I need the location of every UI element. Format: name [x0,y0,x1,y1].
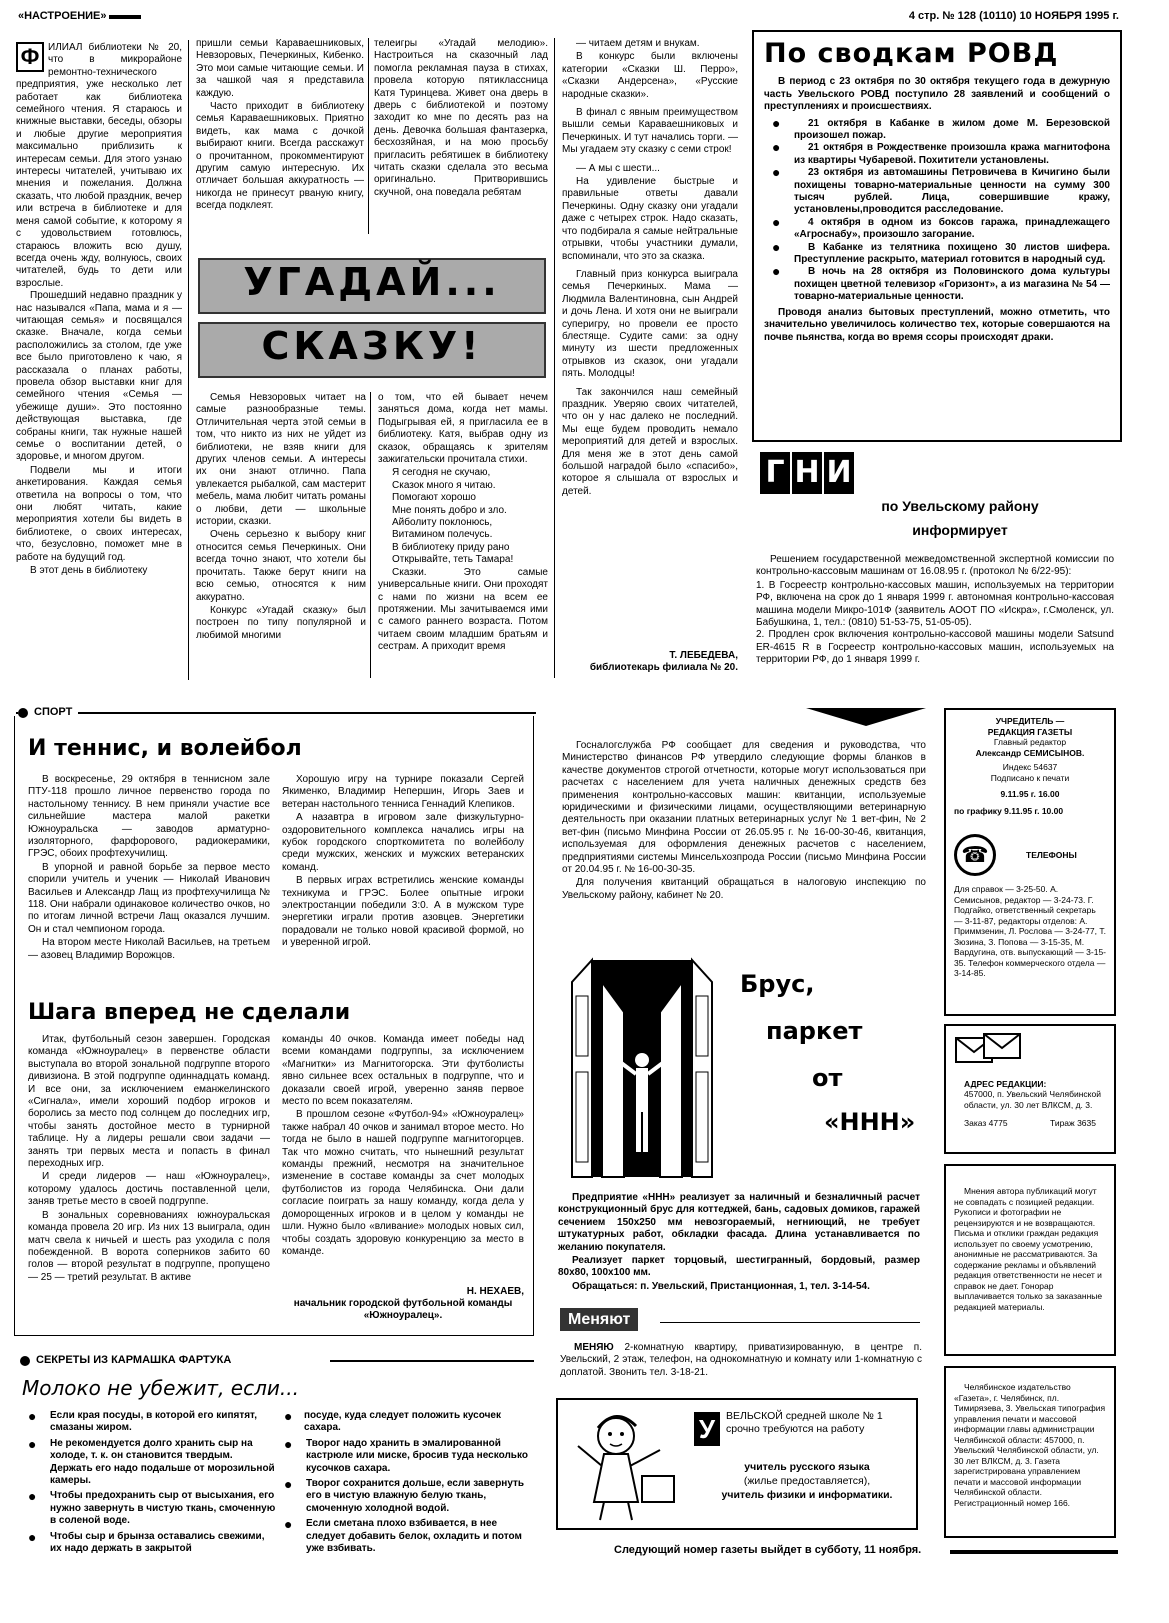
sport-col1 [28,774,270,963]
circulation: Тираж 3635 [1050,1118,1096,1128]
paragraph: В упорной и равной борьбе за первое место спорили учитель и ученик — Николай Иванович Васильев и Александр Лащ из профтехучилища № 118. Они набрали одинаковое количество очков, но по итогам личной встречи Лащ оказался лучшим. Он и стал чемпионом города. [28,861,270,935]
poem-line: Айболиту поклонюсь, [392,517,493,529]
gni-sub-line: информирует [912,522,1008,538]
phones-header [954,834,1106,876]
school-ad [556,1398,918,1530]
author-name: Н. НЕХАЕВ, [466,1286,524,1297]
paragraph: команды 40 очков. Команда имеет победы над всеми командами подгруппы, за исключением «Магнитки» из Магнитогорска. Эти футболисты явно сильнее всех остальных в подгруппе, что и доказали своей игрой, уверенно заняв первое место по всем показателям. [282,1034,524,1108]
paragraph: В финал с явным преимуществом вышли семьи Караваешниковых и Печеркиных. И тут начались торги. — Мы угадаем эту сказку с семи строк! [562,107,738,156]
paragraph: Сказки. Это самые универсальные книги. Они проходят с нами по жизни на всем ее протяжении. Мы зачитываемся ими с самого раннего возраста. Потом читаем своим младшим братьям и сестрам. А приходит время [378,566,548,653]
poem [378,467,548,566]
list-item: ● 21 октября в Кабанке в жилом доме М. Березовской произошел пожар. [764,118,1110,143]
paragraph: Семья Невзоровых читает на самые разнообразные темы. Отличительная черта этой семьи в том, что никто из них не уйдет из библиотеки, не взяв книги для других членов семьи. А интересы их они знают отлично. Папа увлекается рыбалкой, сам мастерит мебель, мама любит читать романы о любви, дети — школьные истории, сказки. [196,392,366,528]
gni-logo [760,452,856,494]
list-item: ● Чтобы сыр и брынза оставались свежими, их надо держать в закрытой [24,1531,276,1556]
paragraph: А назавтра в игровом зале физкультурно-оздоровительного комплекса начались игры на кубок городского спорткомитета по волейболу среди мужских, женских и мужских ветеранских команд. [282,812,524,873]
address-box [944,1024,1116,1154]
list-item: ● 21 октября в Рождественке произошла кража магнитофона из квартиры Чубаревой. Похитители установлены. [764,142,1110,167]
gni-subtitle [860,494,1060,542]
tax-notice [562,740,926,903]
paragraph: Очень серьезно к выбору книг относится семья Печеркиных. Они всегда точно знают, что хотели бы прочитать. Также берут книги на всю семью, относятся к ним аккуратно. [196,529,366,603]
disclaimer-box [944,1164,1116,1356]
list-item: ● В Кабанке из телятника похищено 30 листов шифера. Преступление раскрыто, материал готовится в народный суд. [764,242,1110,267]
school-line: (жилье предоставляется), [743,1475,871,1487]
list-item: ● 23 октября из автомашины Петровичева в Кичигино были похищены товарно-материальные ценности на сумму 300 тысяч рублей. Лица, совершившие кражу, установлены,проводится расследование. [764,167,1110,217]
brus-headline [730,970,920,1137]
fairy-col3-bottom [378,392,548,678]
paragraph: В конкурс были включены категории «Сказки Ш. Перро», «Сказки Андерсена», «Русские народные сказки». [562,51,738,100]
fairy-col2-top [196,38,364,234]
sport-headline-2: Шага вперед не сделали [28,1000,351,1025]
list-item: ● В ночь на 28 октября из Половинского дома культуры похищен цветной телевизор «Горизонт», а из магазина № 54 — товарно-материальные ценности. [764,266,1110,303]
paragraph: Реализует паркет торцовый, шестигранный, бордовый, размер 80x80, 100x100 мм. [558,1255,920,1279]
section-title: «НАСТРОЕНИЕ» [18,10,107,22]
rovd-box [752,30,1122,442]
school-dropcap: У [694,1412,720,1446]
imprint-line: УЧРЕДИТЕЛЬ — [995,716,1065,726]
paragraph: Конкурс «Угадай сказку» был построен по типу популярной и любимой многими [196,604,366,641]
section-header [18,10,141,23]
rovd-intro: В период с 23 октября по 30 октября текущего года в дежурную часть Увельского РОВД поступило 28 заявлений и сообщений о преступлениях и происшествиях. [764,76,1110,113]
author-name: Т. ЛЕБЕДЕВА, [669,650,738,661]
paragraph: В прошлом сезоне «Футбол-94» «Южноуралец» также набрал 40 очков и занимал второе место. Но тогда не было в нашей подгруппе магнитогорцев. Так что можно считать, что нынешний результат команды прежний, несмотря на значительное изменение в составе команды за счет молодых футболистов из города Челябинска. Они дали согласие поиграть за нашу команду, когда дела у доморощенных игроков и в целом у команды не шли. Нужно было «вливание» молодых новых сил, чтобы создать здоровую конкуренцию за место в команде. [282,1109,524,1257]
fairy-col1-p4: В этот день в библиотеку [30,565,148,577]
disclaimer-text: Мнения автора публикаций могут не совпадать с позицией редакции. Рукописи и фотографии не рецензируются и не возвращаются. Письма и отклики граждан редакция использует по своему усмотрению, анонимные не рассматриваются. За содержание рекламы и объявлений редакция ответственности не несет и справок не дает. Гонорар выплачивается только за заказанные редакцией материалы. [954,1186,1103,1312]
teacher-illustration [564,1406,684,1524]
secrets-label [20,1354,231,1367]
poem-line: В библиотеку приду рано [392,541,510,553]
rovd-outro: Проводя анализ бытовых преступлений, можно отметить, что значительно увеличилось количество тех, которые совершаются на почве пьянства, когда во время ссоры происходят драки. [764,306,1110,343]
rovd-list [764,118,1110,304]
brus-word: паркет [766,1016,863,1045]
imprint-line: 9.11.95 г. 16.00 [1000,789,1060,799]
dropcap: Ф [16,42,44,72]
paragraph: Часто приходит в библиотеку семья Караваешниковых. Приятно видеть, как мама с дочкой выбирают книги. Всегда расскажут о прочитанном, прокомментируют другим самую интересную. Их отличает большая аккуратность — никогда не принесут рваную книгу, всегда подклеят. [196,101,364,212]
brus-word: от [812,1063,843,1092]
fairy-col1-p2: Прошедший недавно праздник у нас назывался «Папа, мама и я — читающая семья» и посвящался сказке. Вначале, когда семьи расположились за столом, где уже все было приготовлено к чаю, я рассказала о планах работы, провела обзор выставки книг для семейного чтения «Семья — убежище души». Это постоянно действующая выставка, где собраны книги, так нужные нашей семье о воспитании детей, о здоровье, и многом другом. [16,290,182,463]
list-item: ● Если края посуды, в которой его кипятят, смазаны жиром. [24,1410,276,1435]
envelope-icon [954,1032,1024,1068]
paragraph: пришли семьи Караваешниковых, Невзоровых, Печеркиных, Кибенко. Это мои самые читающие семьи. И за чашкой чая я представила каждую. [196,38,364,99]
gni-text [756,554,1114,667]
fairy-col2-bottom [196,392,366,678]
poem-line: Сказок много я читаю. [392,479,496,491]
school-vacancies [702,1460,912,1502]
brus-word: Брус, [740,970,815,998]
footer-note: Следующий номер газеты выйдет в субботу, 11 ноября. [614,1544,922,1556]
sport-col2 [282,774,524,951]
paragraph: Предприятие «ННН» реализует за наличный и безналичный расчет конструкционный брус для коттеджей, бань, садовых домиков, гаражей сечением 150x250 мм невозгораемый, негниющий, не требует штукатурных работ, обкладки фасада. Длина устанавливается по желанию покупателя. [558,1192,920,1253]
paragraph: Так закончился наш семейный праздник. Уверяю своих читателей, что он у нас далеко не последний. Мы еще будем проводить немало мероприятий для детей и взрослых. Для меня же в этот день самой большой наградой было «спасибо», которое я слышала от взрослых и детей. [562,386,738,497]
secrets-col1 [24,1410,276,1558]
paragraph: — читаем детям и внукам. [576,38,700,49]
printer-box [944,1366,1116,1538]
paragraph: 2. Продлен срок включения контрольно-кассовой машины модели Satsund ER-4615 R в Госреестр контрольно-кассовых машин, используемых на территории РФ, до 1 января 1999 г. [756,629,1114,666]
list-item: ● Если сметана плохо взбивается, в нее следует добавить белок, охладить и потом уже взбивать. [280,1518,536,1555]
gni-letter: Н [792,452,822,494]
poem-line: Мне понять добро и зло. [392,504,507,516]
imprint-line: Александр СЕМИСЫНОВ. [975,747,1085,758]
imprint-line: РЕДАКЦИЯ ГАЗЕТЫ [987,726,1073,737]
list-item: ● Творог сохранится дольше, если завернуть его в чистую влажную белую ткань, смоченную холодной водой. [280,1478,536,1515]
paragraph: 1. В Госреестр контрольно-кассовых машин, используемых на территории РФ, включена на срок до 1 января 1999 г. автономная контрольно-кассовая машина модели Микро-101Ф (заявитель АООТ ПО «Искра», г.Смоленск, ул. Бабушкина, 1, тел.: (0810) 51-53-75, 51-05-05). [756,579,1114,629]
door-illustration [562,952,722,1182]
menyaut-ad [560,1342,922,1379]
school-line: учитель физики и информатики. [721,1489,893,1501]
fairy-col1 [16,42,182,678]
headline-1: УГАДАЙ... [198,258,546,314]
fairy-col1-p1: ИЛИАЛ библиотеки № 20, что в микрорайоне ремонтно-технического предприятия, уже несколько лет работает как библиотека семейного чтения. Я стараюсь и книжные выставки, беседы, обзоры и любые другие мероприятия максимально приблизить к интересам семьи. Для этого узнаю интересы читателей, учитываю их мнения и пожелания. Должна сказать, что любой праздник, вечер или встреча в библиотеке и для меня самой событие, к которому я с удовольствием готовлюсь, стараюсь вложить всю душу, всегда очень жду, волнуюсь, своих читателей, будь то дети или взрослые. [16,42,182,289]
paragraph: Для получения квитанций обращаться в налоговую инспекцию по Увельскому району, кабинет № 20. [562,877,926,901]
imprint-box [944,708,1116,1016]
bullet-icon [20,1356,30,1366]
football-col2 [282,1034,524,1282]
phones-list: Для справок — 3-25-50. А. Семисынов, редактор — 3-24-73. Г. Подгайко, ответственный секретарь — 3-11-87, редакторы отделов: А. Приммзенин, Л. Рослова — 3-24-77, Т. Зюзина, З. Попова — 3-15-35, М. Вардугина, отв. выпускающий — 3-15-35. Телефон коммерческого отдела — 3-14-85. [954,884,1106,978]
paragraph: Хорошую игру на турнире показали Сергей Якименко, Владимир Непершин, Игорь Заев и ветеран настольного тенниса Геннадий Клепиков. [282,774,524,810]
issue-info: 4 стр. № 128 (10110) 10 НОЯБРЯ 1995 г. [908,10,1119,22]
paragraph: На втором месте Николай Васильев, на третьем — азовец Владимир Ворожцов. [28,937,270,961]
phones-label: ТЕЛЕФОНЫ [1026,849,1077,860]
imprint-line: по графику 9.11.95 г. 10.00 [954,805,1064,816]
imprint-line: Индекс 54637 [1002,762,1058,772]
imprint-line: Подписано к печати [990,772,1070,783]
menyaut-label: Меняют [560,1308,638,1331]
gni-letter: Г [760,452,790,494]
imprint-founder [954,716,1106,800]
school-line: учитель русского языка [744,1461,870,1473]
print-run [954,1118,1106,1129]
author-signature [562,650,738,674]
sport-headline-1: И теннис, и волейбол [28,736,302,761]
arrow-down-icon [806,708,926,726]
list-item: ● Творог надо хранить в эмалированной кастрюле или миске, бросив туда несколько кусочков сахара. [280,1438,536,1475]
author-title: начальник городской футбольной команды «Южноуралец». [293,1298,513,1321]
paragraph: о том, что ей бывает нечем заняться дома, когда нет мамы. Подыгрывая ей, я пригласила ее в библиотеку. Катя, выбрав одну из сказок, обращаясь к зрителям зажигательски прочитала стихи. [378,392,548,466]
order-number: Заказ 4775 [964,1118,1008,1128]
menyaut-text: 2-комнатную квартиру, приватизированную, в центре п. Увельский, 2 этаж, телефон, на однокомнатную и комнату или 1-комнатную с доплатой. Звонить тел. 3-18-21. [560,1342,922,1378]
paragraph: Главный приз конкурса выиграла семья Печеркиных. Мама — Людмила Валентиновна, сын Андрей и дочь Лена. И хотя они не выиграли суперигру, но провели ее просто блестяще. Судите сами: за одну минуту из шести предложенных отрывков из сказок, они угадали пять. Молодцы! [562,268,738,380]
poem-line: Я сегодня не скучаю, [392,467,491,479]
brus-text [558,1192,920,1294]
secrets-col2 [280,1410,536,1558]
paragraph: И среди лидеров — наш «Южноуралец», которому удалось достичь поставленной цели, заняв третье место в своей подгруппе. [28,1171,270,1208]
paragraph: телеигры «Угадай мелодию». Настроиться на сказочный лад помогла рекламная пауза в стихах, провела которую пятиклассница Катя Туринцева. Живет она дверь в дверь с библиотекой и поэтому заходит ко мне по десять раз на день. Девочка большая фантазерка, бесхозяйная, и на мою просьбу пригласить ребятишек в библиотеку читать сказки сделала это весьма оригинально. Притворившись скучной, она поведала ребятам [374,38,548,198]
gni-letter: И [824,452,854,494]
list-item: ● 4 октября в одном из боксов гаража, принадлежащего «Агроснабу», произошло загорание. [764,217,1110,242]
sport-label-text: СПОРТ [34,706,73,718]
imprint-line: Главный редактор [993,737,1067,747]
poem-line: Помогают хорошо [392,492,476,504]
author-title: библиотекарь филиала № 20. [589,662,738,673]
school-line: ВЕЛЬСКОЙ средней школе № 1 срочно требуются на работу [726,1410,883,1435]
list-item: ● Не рекомендуется долго хранить сыр на холоде, т. к. он становится твердым. Держать его надо подальше от морозильной камеры. [24,1438,276,1488]
paragraph: Итак, футбольный сезон завершен. Городская команда «Южноуралец» в первенстве области выступала во второй зональной подгруппе второго дивизиона. В этой подгруппе одиннадцать команд. И все они, за исключением еманжелинского «Сигнала», имели хороший подбор игроков и боролись за место под солнцем до последних игр, чтобы занять достойное место в турнирной таблице. Ну а лидеры решали свои задачи — занять три первых места и попасть в финал переходных игр. [28,1034,270,1170]
poem-line: Витамином полечусь. [392,529,493,541]
brus-word: «ННН» [824,1108,916,1137]
paragraph: В воскресенье, 29 октября в теннисном зале ПТУ-118 прошло личное первенство города по настольному теннису. В нем приняли участие все сильнейшие мастера малой ракетки Южноуральска — заводов арматурно-изоляторного, фарфорового, радиокерамики, ГРЭС, обоих профтехучилищ. [28,774,270,860]
fairy-col3-top [374,38,548,234]
address-text: 457000, п. Увельский Челябинской области, ул. 30 лет ВЛКСМ, д. 3. [964,1089,1101,1110]
rovd-title: По сводкам РОВД [764,38,1059,69]
poem-line: Открывайте, теть Тамара! [392,554,514,566]
fairy-col1-p3: Подвели мы и итоги анкетирования. Каждая семья ответила на вопросы о том, что они любят читать, какие мероприятия хотели бы видеть в библиотеке, о своих интересах, что, безусловно, поможет мне в работе на будущий год. [16,464,182,563]
paragraph: Обращаться: п. Увельский, Пристанционная, 1, тел. 3-14-54. [572,1280,870,1292]
menyaut-lead: МЕНЯЮ [574,1342,614,1353]
address-label: АДРЕС РЕДАКЦИИ: [964,1078,1047,1089]
paragraph: В первых играх встретились женские команды техникума и ГРЭС. Более опытные игроки электростанции победили 3:0. А в мужском туре энергетики играли против азовцев. Энергетики порадовали не только новой красивой формой, но и уверенной игрой. [282,875,524,949]
football-signature [282,1286,524,1322]
printer-text: Челябинское издательство «Газета», г. Челябинск, пл. Тимирязева, 3. Увельская типография управления печати и массовой информации главы администрации Челябинской области: 457000, п. Увельский Челябинской области, ул. 30 лет ВЛКСМ, д. 3. Газета зарегистрирована управлением печати и массовой информации Челябинской области. Регистрационный номер 166. [954,1382,1106,1508]
fairy-col4 [562,38,738,648]
paragraph: Решением государственной межведомственной экспертной комиссии по контрольно-кассовым машинам от 16.08.95 г. (протокол № 6/22-95): [756,554,1114,578]
paragraph: На удивление быстрые и правильные ответы давали Печеркины. Одну сказку они угадали даже с четырех строк. Надо сказать, что подбирала я самые нейтральные отрывки, чтобы участники думали, вспоминали, что это за сказка. [562,176,738,262]
paragraph: Госналогслужба РФ сообщает для сведения и руководства, что Министерство финансов РФ утвердило следующие формы бланков в качестве документов строгой отчетности, которые могут использоваться при расчетах с населением для учета наличных денежных средств без применения контрольно-кассовых машин: квитанции, используемые юридическими и физическими лицами, осуществляющими ветеринарную деятельность при оказании платных ветеринарных услуг № 1 вет-фин, № 2 вет-фин (письмо Минфина России от 26.05.95 г. № 16-00-30-46, квитанция, используемая для оформления денежных расчетов с населением, предприятиями системы Минсельхозпрода России (письмо Минфина России от 20.04.95 г. № 16-00-30-35. [562,740,926,876]
list-item: ● посуде, куда следует положить кусочек сахара. [280,1410,536,1435]
gni-sub-line: по Увельскому району [881,498,1039,514]
football-col1 [28,1034,270,1326]
headline-2: СКАЗКУ! [198,322,546,378]
secrets-label-text: СЕКРЕТЫ ИЗ КАРМАШКА ФАРТУКА [36,1354,232,1366]
phone-icon: ☎ [954,834,996,876]
paragraph: В зональных соревнованиях южноуральская команда провела 20 игр. Из них 13 выиграла, один матч свела к ничьей и шесть раз уходила с поля побежденной. В ворота соперников забито 60 голов — второй результат в подгруппе, пропущено — 25 — третий результат. В активе [28,1209,270,1283]
secrets-title: Молоко не убежит, если... [22,1376,299,1400]
list-item: ● Чтобы предохранить сыр от высыхания, его нужно завернуть в чистую ткань, смоченную в соленой воде. [24,1490,276,1527]
paragraph: — А мы с шести... [576,162,660,174]
